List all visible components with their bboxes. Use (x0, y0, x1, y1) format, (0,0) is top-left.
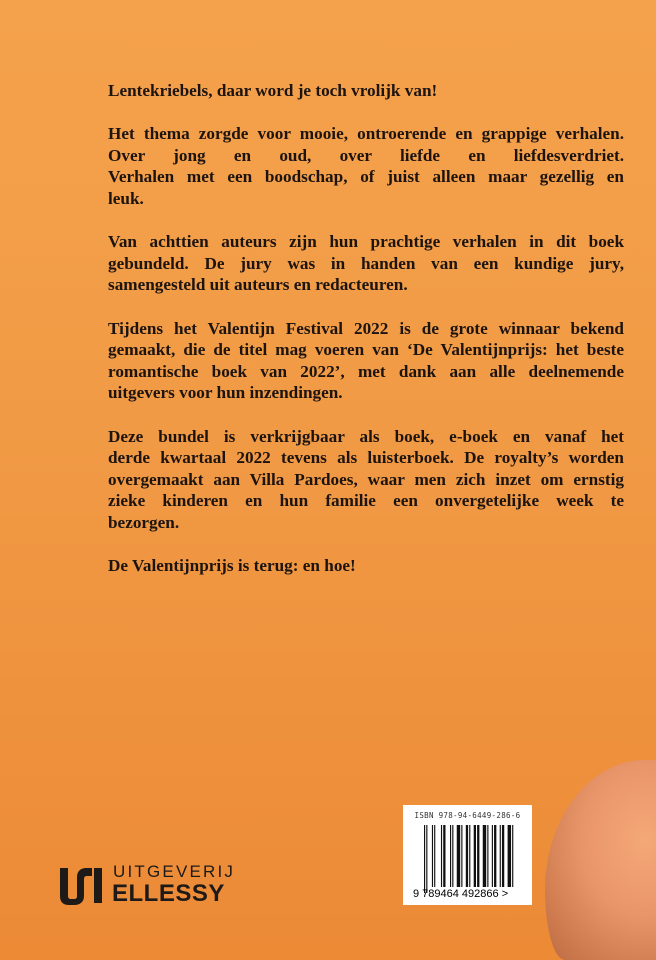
text-line: gemaakt, die de titel mag voeren van ‘De Valentijnprijs: het beste (108, 340, 624, 360)
paragraph (108, 231, 624, 296)
text-line: leuk. (108, 188, 144, 208)
text-line: gebundeld. De jury was in handen van een kundige jury, (108, 253, 624, 273)
text-line: bezorgen. (108, 512, 180, 532)
barcode-bar (474, 825, 476, 887)
paragraph (108, 555, 624, 577)
barcode-bars (424, 825, 516, 893)
barcode-bar (461, 825, 462, 887)
arm-image (545, 760, 656, 960)
paragraph (108, 123, 624, 209)
isbn-label: ISBN 978-94-6449-286-6 (414, 811, 521, 820)
text-line: zieke kinderen en hun familie een onvergetelijke week te (108, 491, 624, 511)
text-line: De Valentijnprijs is terug: en hoe! (108, 556, 356, 576)
barcode-bar (457, 825, 460, 887)
barcode-bar (469, 825, 470, 887)
paragraph (108, 426, 624, 534)
text-line: derde kwartaal 2022 tevens als luisterboek. De royalty’s worden (108, 448, 624, 468)
text-line: Lentekriebels, daar word je toch vrolijk van! (108, 81, 438, 100)
text-line: Deze bundel is verkrijgbaar als boek, e-boek en vanaf het (108, 426, 624, 446)
back-cover-blurb (108, 80, 624, 598)
barcode-bar (452, 825, 453, 887)
text-line: Tijdens het Valentijn Festival 2022 is de grote winnaar bekend (108, 318, 624, 338)
barcode-bar (500, 825, 501, 887)
barcode-bar (424, 825, 425, 893)
text-line: Het thema zorgde voor mooie, ontroerende en grappige verhalen. (108, 124, 624, 144)
barcode-digits: 9 789464 492866 > (413, 888, 509, 900)
barcode-bar (466, 825, 468, 887)
text-line: Van achttien auteurs zijn hun prachtige verhalen in dit boek (108, 232, 624, 252)
text-line: uitgevers voor hun inzendingen. (108, 383, 343, 403)
publisher-line2: ELLESSY (112, 880, 225, 907)
paragraph (108, 80, 624, 102)
barcode-bar (441, 825, 442, 887)
barcode-bar (487, 825, 488, 887)
barcode-bar (477, 825, 479, 887)
text-line: Verhalen met een boodschap, of juist alleen maar gezellig en (108, 167, 624, 187)
barcode-bar (492, 825, 493, 887)
isbn-barcode (403, 805, 532, 905)
text-line: romantische boek van 2022’, met dank aan alle deelnemende (108, 361, 624, 381)
publisher-logo-mark-icon (60, 865, 104, 905)
barcode-bar (512, 825, 513, 887)
barcode-bar (502, 825, 504, 887)
barcode-bar (483, 825, 486, 887)
barcode-bar (443, 825, 445, 887)
barcode-bar (432, 825, 433, 887)
text-line: overgemaakt aan Villa Pardoes, waar men zich inzet om ernstig (108, 469, 624, 489)
barcode-bar (450, 825, 451, 887)
barcode-bar (434, 825, 435, 887)
text-line: samengesteld uit auteurs en redacteuren. (108, 275, 408, 295)
barcode-bar (426, 825, 427, 893)
text-line: Over jong en oud, over liefde en liefdesverdriet. (108, 145, 624, 165)
publisher-line1: UITGEVERIJ (113, 862, 236, 881)
barcode-bar (494, 825, 496, 887)
barcode-bar (508, 825, 511, 887)
paragraph (108, 318, 624, 404)
